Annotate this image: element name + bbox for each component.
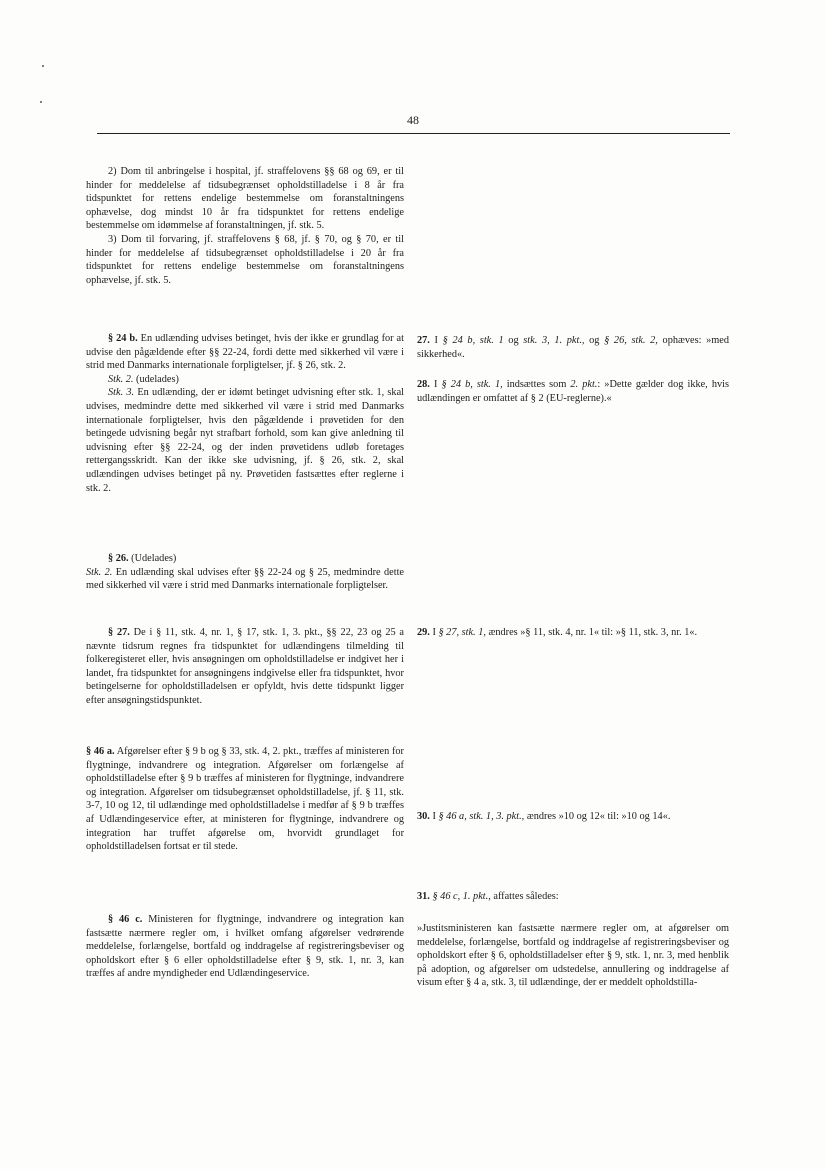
amendment-30 [417,810,729,824]
section-text: En udlænding udvises betinget, hvis der ikke er grundlag for at udvise den pågældende efter §§ 22-24, fordi dette med sikkerhed vil være i strid med Danmarks internationale forpligtelser, jf. § 26, stk. 2. [86,333,404,372]
amendment-text: I [429,811,439,822]
stk-text: En udlænding skal udvises efter §§ 22-24 og § 25, medmindre dette med sikkerhed vil være i strid med Danmarks internationale forpligtelser. [86,566,405,592]
section-46c [86,913,404,981]
text-paragraph [417,810,729,824]
amendment-number: 31. [417,891,430,902]
section-label: § 27. [108,627,130,638]
amendment-27 [417,334,729,361]
amendment-text: I [429,379,442,390]
stk-label: Stk. 3. [108,387,135,399]
section-text: Afgørelser efter § 9 b og § 33, stk. 4, 2. pkt., træffes af ministeren for flygtninge, indvandrere og integration. Afgørelser om forlængelse af opholdstilladelse efter § 9 b træffes af ministeren for flygtninge, indvandrere og integration. Afgørelser om tidsubegrænset opholdstilladelse, jf. § 11, stk. 3-7, 10 og 12, til udlændinge med opholdstilladelse i medfør af § 9 b træffes af Udlændingeservice efter, at ministeren for flygtninge, indvandrere og integration har truffet afgørelse om, hvorvidt grundlaget for opholdstilladelsen fortsat er til stede. [86,746,404,853]
amendment-29 [417,626,729,640]
amendment-ref: § 26, stk. 2, [604,335,658,346]
amendment-text: ophæves: »med sikkerhed«. [417,335,729,360]
section-26 [86,552,404,593]
amendment-text: og [584,335,605,346]
amendment-ref: § 46 c, 1. pkt., [432,891,491,902]
section-text: De i § 11, stk. 4, nr. 1, § 17, stk. 1, 3. pkt., §§ 22, 23 og 25 a nævnte tidsrum regnes fra tidspunktet for udlændingens tilmelding til folkeregisteret eller, hvis ansøgningen om opholdstilladelse er indgivet her i landet, fra tidspunktet for ansøgningens indgivelse eller fra tidspunktet, hvor betingelserne for opholdstilladelsen er opfyldt, hvis dette tidspunkt ligger efter ansøgningstidspunktet. [86,627,404,706]
scan-speck [40,101,42,103]
text-paragraph [86,373,404,387]
scan-speck [42,65,44,67]
text-paragraph [86,913,404,981]
amendment-31 [417,890,729,904]
text-paragraph [417,890,729,904]
amendment-number: 30. [417,811,430,822]
amendment-text: ændres »10 og 12« til: »10 og 14«. [524,811,671,822]
section-24b [86,332,404,495]
section-label: § 46 a. [86,746,115,757]
amendment-ref: § 24 b, stk. 1 [442,335,504,346]
amendment-number: 28. [417,379,430,390]
section-text: Ministeren for flygtninge, indvandrere og integration kan fastsætte nærmere regler om, i hvilket omfang afgørelser vedrørende meddelelse, forlængelse, bortfald og inddragelse af registreringsbeviser og opholdskort efter § 6 eller opholdstilladelse efter § 9, stk. 1, nr. 3, kan træffes af andre myndigheder end Udlændingeservice. [86,914,404,980]
stk-label: Stk. 2. [108,373,134,385]
amendment-ref: § 27, stk. 1, [438,627,486,638]
stk-label: Stk. 2. [86,566,113,578]
amendment-ref: § 46 a, stk. 1, 3. pkt., [438,811,525,822]
text-paragraph [86,566,404,593]
hospital-paragraph [86,165,404,287]
amendment-31-quote [417,922,729,990]
page-number: 48 [407,113,419,127]
section-46a [86,745,404,854]
text-paragraph: 3) Dom til forvaring, jf. straffelovens § 68, jf. § 70, og § 70, er til hinder for meddelelse af tidsubegrænset opholdstilladelse i 20 år fra tidspunktet for rettens endelige bestemmelse om foranstaltningens ophævelse, jf. stk. 5. [86,233,404,286]
amendment-text: : »Dette gælder dog ikke, hvis udlændingen er omfattet af § 2 (EU-reglerne).« [417,379,730,404]
stk-text: (udelades) [133,373,179,385]
section-label: § 26. [108,553,129,564]
text-paragraph [86,626,404,708]
amendment-text: affattes således: [490,891,559,902]
section-label: § 24 b. [108,333,138,344]
amendment-text: I [429,627,439,638]
amendment-28 [417,378,729,405]
text-paragraph [417,334,729,361]
text-paragraph [417,378,729,405]
text-paragraph [86,745,404,854]
amendment-ref: § 24 b, stk. 1, [441,379,503,390]
section-label: § 46 c. [108,914,143,925]
text-paragraph [86,552,404,566]
text-paragraph: 2) Dom til anbringelse i hospital, jf. straffelovens §§ 68 og 69, er til hinder for meddelelse af tidsubegrænset opholdstilladelse i 8 år fra tidspunktet for rettens endelige bestemmelse om foranstaltningens ophævelse, dog mindst 10 år fra tidspunktet for rettens endelige bestemmelse om idømmelse af foranstaltningen, jf. stk. 5. [86,166,404,232]
amendment-text: I [429,335,443,346]
amendment-number: 29. [417,627,430,638]
amendment-text: og [503,335,524,346]
text-paragraph [86,332,404,373]
amendment-text: indsættes som [502,379,571,390]
header-rule [97,133,730,134]
text-paragraph [86,386,404,495]
amendment-number: 27. [417,335,430,346]
text-paragraph: »Justitsministeren kan fastsætte nærmere regler om, at afgørelser om meddelelse, forlængelse, bortfald og inddragelse af registreringsbeviser og opholdskort efter § 6, opholdstilladelser efter § 9, stk. 1, nr. 3, med henblik på adoption, og afgørelser om udstedelse, annullering og inddragelse af visum efter § 4 a, stk. 3, til udlændinge, der er meddelt opholdstilla- [417,923,729,989]
amendment-ref: 2. pkt. [570,379,598,390]
text-paragraph [417,626,729,640]
amendment-text: ændres »§ 11, stk. 4, nr. 1« til: »§ 11, stk. 3, nr. 1«. [485,627,698,638]
section-text: (Udelades) [128,553,177,564]
amendment-ref: stk. 3, 1. pkt., [523,335,585,346]
stk-text: En udlænding, der er idømt betinget udvisning efter stk. 1, skal udvises, medmindre dette med sikkerhed vil være i strid med Danmarks internationale forpligtelser, hvis den pågældende i prøvetiden for den betingede udvisning begår nyt strafbart forhold, som kan give anledning til udvisning efter §§ 22-24, og der inden prøvetidens udløb foretages rettergangsskridt. Kan der ikke ske udvisning, jf. § 26, stk. 2, skal udlændingen udvises betinget på ny. Prøvetiden fastsættes efter reglerne i stk. 2. [86,387,405,494]
section-27 [86,626,404,708]
